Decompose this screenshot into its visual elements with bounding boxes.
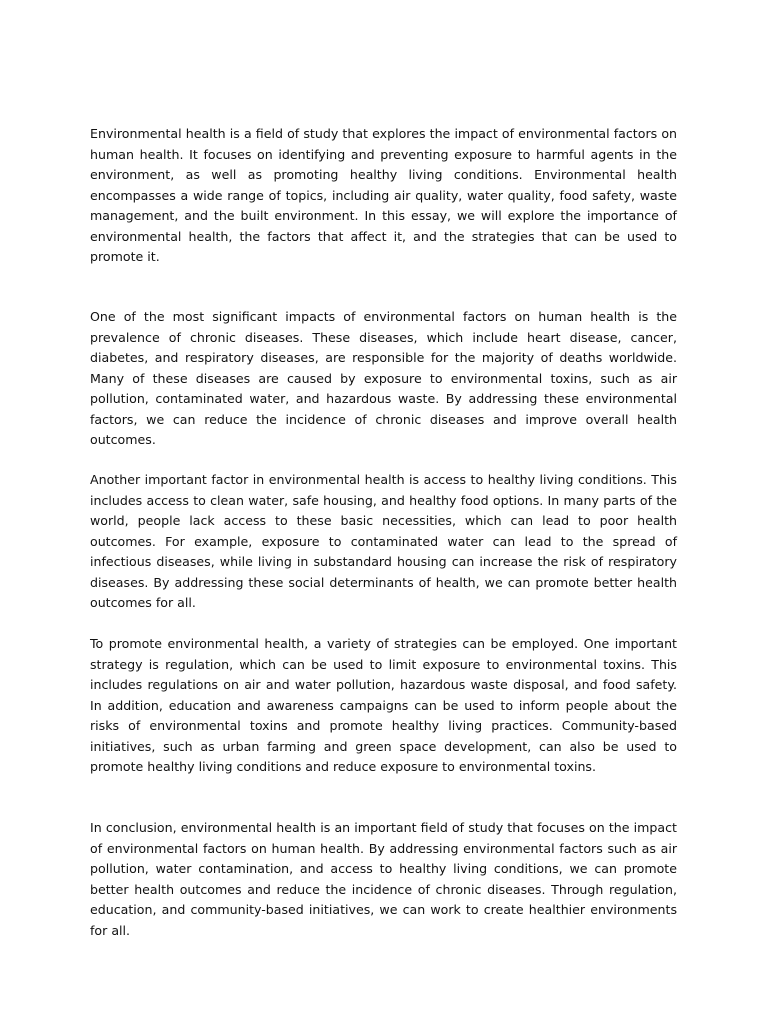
paragraph-living-conditions: Another important factor in environmental health is access to healthy living conditions. This includes access to clean water, safe housing, and healthy food options. In many parts of the world, people lack access to these basic necessities, which can lead to poor health outcomes. For example, exposure to contaminated water can lead to the spread of infectious diseases, while living in substandard housing can increase the risk of respiratory diseases. By addressing these social determinants of health, we can promote better health outcomes for all. <box>90 472 677 610</box>
paragraph-chronic-diseases: One of the most significant impacts of environmental factors on human health is the prevalence of chronic diseases. These diseases, which include heart disease, cancer, diabetes, and respiratory diseases, are responsible for the majority of deaths worldwide. Many of these diseases are caused by exposure to environmental toxins, such as air pollution, contaminated water, and hazardous waste. By addressing these environmental factors, we can reduce the incidence of chronic diseases and improve overall health outcomes. <box>90 309 677 447</box>
paragraph-conclusion: In conclusion, environmental health is an important field of study that focuses on the impact of environmental factors on human health. By addressing environmental factors such as air pollution, water contamination, and access to healthy living conditions, we can promote better health outcomes and reduce the incidence of chronic diseases. Through regulation, education, and community-based initiatives, we can work to create healthier environments for all. <box>90 820 677 938</box>
paragraph-strategies: To promote environmental health, a variety of strategies can be employed. One important strategy is regulation, which can be used to limit exposure to environmental toxins. This includes regulations on air and water pollution, hazardous waste disposal, and food safety. In addition, education and awareness campaigns can be used to inform people about the risks of environmental toxins and promote healthy living practices. Community-based initiatives, such as urban farming and green space development, can also be used to promote healthy living conditions and reduce exposure to environmental toxins. <box>90 636 677 774</box>
paragraph-introduction: Environmental health is a field of study that explores the impact of environmental factors on human health. It focuses on identifying and preventing exposure to harmful agents in the environment, as well as promoting healthy living conditions. Environmental health encompasses a wide range of topics, including air quality, water quality, food safety, waste management, and the built environment. In this essay, we will explore the importance of environmental health, the factors that affect it, and the strategies that can be used to promote it. <box>90 126 677 264</box>
